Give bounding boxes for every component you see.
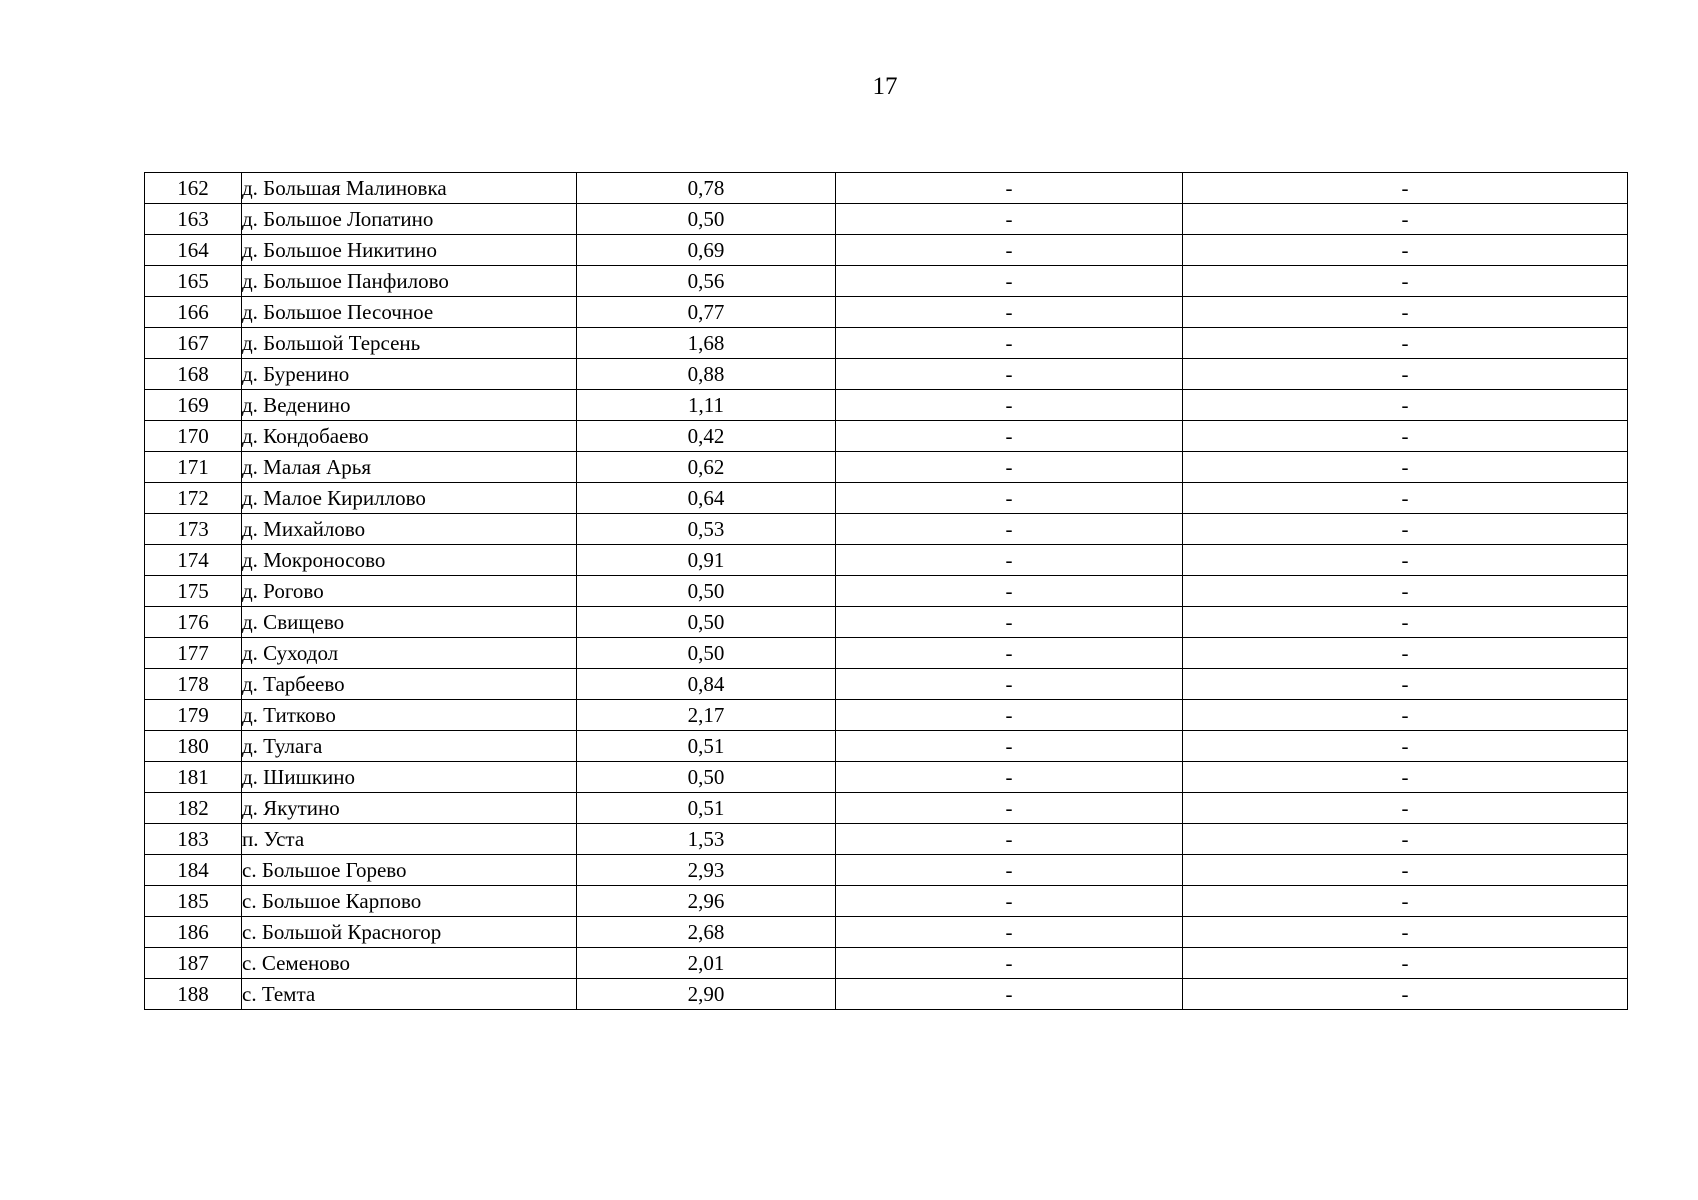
settlement-name-cell: д. Большое Никитино (242, 235, 577, 266)
settlement-name-cell: д. Тулага (242, 731, 577, 762)
settlement-name-cell: с. Семеново (242, 948, 577, 979)
value-cell: 2,96 (577, 886, 836, 917)
value-cell: 0,42 (577, 421, 836, 452)
row-number-cell: 169 (145, 390, 242, 421)
value-cell: 0,50 (577, 607, 836, 638)
column-4-cell: - (836, 793, 1183, 824)
column-5-cell: - (1183, 359, 1628, 390)
value-cell: 2,17 (577, 700, 836, 731)
column-4-cell: - (836, 731, 1183, 762)
settlement-name-cell: д. Суходол (242, 638, 577, 669)
value-cell: 1,53 (577, 824, 836, 855)
row-number-cell: 179 (145, 700, 242, 731)
column-5-cell: - (1183, 638, 1628, 669)
column-5-cell: - (1183, 948, 1628, 979)
table-row (145, 266, 1628, 297)
row-number-cell: 173 (145, 514, 242, 545)
row-number-cell: 188 (145, 979, 242, 1010)
settlement-name-cell: д. Михайлово (242, 514, 577, 545)
settlement-name-cell: с. Большое Горево (242, 855, 577, 886)
value-cell: 0,56 (577, 266, 836, 297)
settlement-name-cell: п. Уста (242, 824, 577, 855)
table-row (145, 607, 1628, 638)
column-4-cell: - (836, 328, 1183, 359)
row-number-cell: 176 (145, 607, 242, 638)
value-cell: 1,11 (577, 390, 836, 421)
value-cell: 0,50 (577, 576, 836, 607)
row-number-cell: 164 (145, 235, 242, 266)
settlement-name-cell: д. Якутино (242, 793, 577, 824)
column-4-cell: - (836, 917, 1183, 948)
settlement-name-cell: д. Кондобаево (242, 421, 577, 452)
row-number-cell: 171 (145, 452, 242, 483)
row-number-cell: 170 (145, 421, 242, 452)
table-row (145, 235, 1628, 266)
row-number-cell: 178 (145, 669, 242, 700)
table-row (145, 979, 1628, 1010)
value-cell: 2,68 (577, 917, 836, 948)
settlement-name-cell: д. Свищево (242, 607, 577, 638)
table-row (145, 886, 1628, 917)
value-cell: 0,51 (577, 731, 836, 762)
table-row (145, 173, 1628, 204)
value-cell: 0,84 (577, 669, 836, 700)
table-row (145, 359, 1628, 390)
column-5-cell: - (1183, 824, 1628, 855)
table-body (145, 173, 1628, 1010)
settlement-name-cell: д. Веденино (242, 390, 577, 421)
column-5-cell: - (1183, 979, 1628, 1010)
value-cell: 0,88 (577, 359, 836, 390)
settlement-name-cell: д. Большая Малиновка (242, 173, 577, 204)
value-cell: 0,78 (577, 173, 836, 204)
table-row (145, 514, 1628, 545)
table-row (145, 421, 1628, 452)
column-5-cell: - (1183, 390, 1628, 421)
column-4-cell: - (836, 421, 1183, 452)
value-cell: 0,69 (577, 235, 836, 266)
row-number-cell: 168 (145, 359, 242, 390)
settlements-table (144, 172, 1628, 1010)
row-number-cell: 181 (145, 762, 242, 793)
value-cell: 0,51 (577, 793, 836, 824)
column-4-cell: - (836, 855, 1183, 886)
column-5-cell: - (1183, 731, 1628, 762)
table-row (145, 855, 1628, 886)
table-row (145, 545, 1628, 576)
column-5-cell: - (1183, 607, 1628, 638)
value-cell: 0,50 (577, 204, 836, 235)
table-row (145, 204, 1628, 235)
column-4-cell: - (836, 204, 1183, 235)
settlement-name-cell: д. Тарбеево (242, 669, 577, 700)
column-4-cell: - (836, 173, 1183, 204)
column-4-cell: - (836, 700, 1183, 731)
table-row (145, 762, 1628, 793)
table-row (145, 638, 1628, 669)
column-5-cell: - (1183, 917, 1628, 948)
column-4-cell: - (836, 266, 1183, 297)
table-row (145, 297, 1628, 328)
column-5-cell: - (1183, 235, 1628, 266)
column-5-cell: - (1183, 576, 1628, 607)
column-5-cell: - (1183, 855, 1628, 886)
table-row (145, 793, 1628, 824)
settlement-name-cell: д. Большое Лопатино (242, 204, 577, 235)
column-4-cell: - (836, 452, 1183, 483)
row-number-cell: 186 (145, 917, 242, 948)
table-row (145, 390, 1628, 421)
settlement-name-cell: с. Темта (242, 979, 577, 1010)
row-number-cell: 185 (145, 886, 242, 917)
column-5-cell: - (1183, 762, 1628, 793)
table-row (145, 576, 1628, 607)
table-row (145, 731, 1628, 762)
page-number: 17 (872, 73, 898, 100)
column-4-cell: - (836, 390, 1183, 421)
column-5-cell: - (1183, 266, 1628, 297)
settlement-name-cell: д. Шишкино (242, 762, 577, 793)
row-number-cell: 174 (145, 545, 242, 576)
settlement-name-cell: д. Буренино (242, 359, 577, 390)
settlement-name-cell: д. Большой Терсень (242, 328, 577, 359)
value-cell: 0,53 (577, 514, 836, 545)
value-cell: 2,93 (577, 855, 836, 886)
column-4-cell: - (836, 545, 1183, 576)
settlement-name-cell: д. Большое Панфилово (242, 266, 577, 297)
column-4-cell: - (836, 886, 1183, 917)
value-cell: 1,68 (577, 328, 836, 359)
column-5-cell: - (1183, 545, 1628, 576)
value-cell: 2,90 (577, 979, 836, 1010)
row-number-cell: 180 (145, 731, 242, 762)
column-4-cell: - (836, 297, 1183, 328)
column-4-cell: - (836, 762, 1183, 793)
row-number-cell: 166 (145, 297, 242, 328)
table-row (145, 483, 1628, 514)
column-4-cell: - (836, 669, 1183, 700)
column-4-cell: - (836, 514, 1183, 545)
settlement-name-cell: д. Мокроносово (242, 545, 577, 576)
value-cell: 0,91 (577, 545, 836, 576)
settlement-name-cell: д. Титково (242, 700, 577, 731)
column-5-cell: - (1183, 669, 1628, 700)
row-number-cell: 183 (145, 824, 242, 855)
value-cell: 0,50 (577, 762, 836, 793)
settlement-name-cell: д. Рогово (242, 576, 577, 607)
column-5-cell: - (1183, 328, 1628, 359)
row-number-cell: 187 (145, 948, 242, 979)
table-row (145, 452, 1628, 483)
row-number-cell: 163 (145, 204, 242, 235)
row-number-cell: 172 (145, 483, 242, 514)
settlement-name-cell: с. Большое Карпово (242, 886, 577, 917)
value-cell: 0,77 (577, 297, 836, 328)
table-row (145, 948, 1628, 979)
row-number-cell: 167 (145, 328, 242, 359)
column-4-cell: - (836, 638, 1183, 669)
column-5-cell: - (1183, 204, 1628, 235)
column-5-cell: - (1183, 483, 1628, 514)
settlement-name-cell: с. Большой Красногор (242, 917, 577, 948)
row-number-cell: 175 (145, 576, 242, 607)
value-cell: 0,64 (577, 483, 836, 514)
settlement-name-cell: д. Большое Песочное (242, 297, 577, 328)
value-cell: 0,62 (577, 452, 836, 483)
column-5-cell: - (1183, 886, 1628, 917)
column-4-cell: - (836, 483, 1183, 514)
table-row (145, 824, 1628, 855)
column-4-cell: - (836, 576, 1183, 607)
column-4-cell: - (836, 235, 1183, 266)
row-number-cell: 177 (145, 638, 242, 669)
column-4-cell: - (836, 607, 1183, 638)
row-number-cell: 162 (145, 173, 242, 204)
column-5-cell: - (1183, 514, 1628, 545)
column-5-cell: - (1183, 421, 1628, 452)
column-5-cell: - (1183, 452, 1628, 483)
column-4-cell: - (836, 359, 1183, 390)
column-4-cell: - (836, 948, 1183, 979)
column-5-cell: - (1183, 173, 1628, 204)
table-row (145, 328, 1628, 359)
settlement-name-cell: д. Малое Кириллово (242, 483, 577, 514)
column-5-cell: - (1183, 793, 1628, 824)
settlement-name-cell: д. Малая Арья (242, 452, 577, 483)
table-row (145, 669, 1628, 700)
column-5-cell: - (1183, 297, 1628, 328)
row-number-cell: 182 (145, 793, 242, 824)
column-4-cell: - (836, 979, 1183, 1010)
column-4-cell: - (836, 824, 1183, 855)
row-number-cell: 165 (145, 266, 242, 297)
column-5-cell: - (1183, 700, 1628, 731)
table-row (145, 700, 1628, 731)
row-number-cell: 184 (145, 855, 242, 886)
value-cell: 0,50 (577, 638, 836, 669)
value-cell: 2,01 (577, 948, 836, 979)
table-row (145, 917, 1628, 948)
